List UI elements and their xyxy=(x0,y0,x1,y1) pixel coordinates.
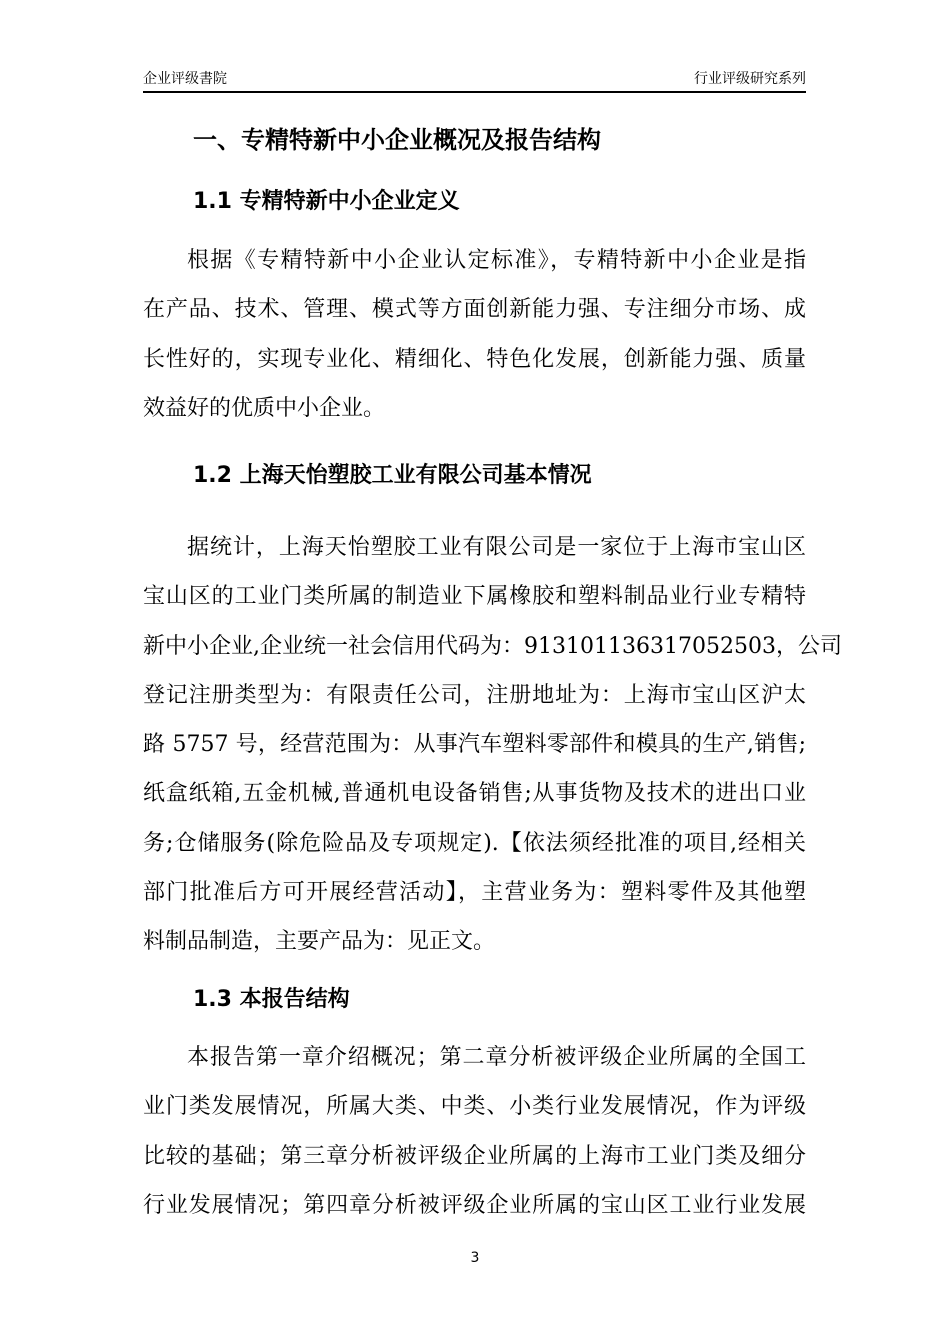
page-number: 3 xyxy=(470,1250,480,1266)
paragraph-1-3 xyxy=(143,1043,806,1240)
header-right: 行业评级研究系列 xyxy=(694,71,806,87)
section-title-1-2: 1.2 上海天怡塑胶工业有限公司基本情况 xyxy=(193,463,592,488)
text-line: 行业发展情况；第四章分析被评级企业所属的宝山区工业行业发展 xyxy=(143,1192,806,1218)
header-left: 企业评级書院 xyxy=(143,71,227,87)
chapter-title: 一、专精特新中小企业概况及报告结构 xyxy=(193,126,601,154)
text-line: 料制品制造，主要产品为：见正文。 xyxy=(143,929,496,955)
text-line: 在产品、技术、管理、模式等方面创新能力强、专注细分市场、成 xyxy=(143,297,806,323)
section-title-1-3: 1.3 本报告结构 xyxy=(193,987,350,1012)
text-line: 部门批准后方可开展经营活动】，主营业务为：塑料零件及其他塑 xyxy=(143,880,806,906)
text-line: 效益好的优质中小企业。 xyxy=(143,395,386,421)
section-title-1-1: 1.1 专精特新中小企业定义 xyxy=(193,189,460,214)
text-line: 长性好的，实现专业化、精细化、特色化发展，创新能力强、质量 xyxy=(143,346,806,372)
text-line: 据统计，上海天怡塑胶工业有限公司是一家位于上海市宝山区 xyxy=(187,535,806,560)
text-line: 新中小企业,企业统一社会信用代码为：913101136317052503，公司 xyxy=(143,633,842,659)
header-rule xyxy=(143,91,806,93)
text-line: 业门类发展情况，所属大类、中类、小类行业发展情况，作为评级 xyxy=(143,1094,806,1120)
text-line: 比较的基础；第三章分析被评级企业所属的上海市工业门类及细分 xyxy=(143,1143,806,1169)
text-line: 宝山区的工业门类所属的制造业下属橡胶和塑料制品业行业专精特 xyxy=(143,584,806,610)
paragraph-1-2 xyxy=(143,533,842,977)
text-line: 务;仓储服务(除危险品及专项规定).【依法须经批准的项目,经相关 xyxy=(143,830,806,856)
text-line: 登记注册类型为：有限责任公司，注册地址为：上海市宝山区沪太 xyxy=(143,682,806,708)
text-line: 路 5757 号，经营范围为：从事汽车塑料零部件和模具的生产,销售; xyxy=(143,732,806,758)
text-line: 纸盒纸箱,五金机械,普通机电设备销售;从事货物及技术的进出口业 xyxy=(143,781,806,807)
text-line: 根据《专精特新中小企业认定标准》，专精特新中小企业是指 xyxy=(187,248,806,273)
paragraph-1-1 xyxy=(143,246,806,443)
text-line: 本报告第一章介绍概况；第二章分析被评级企业所属的全国工 xyxy=(187,1045,806,1070)
